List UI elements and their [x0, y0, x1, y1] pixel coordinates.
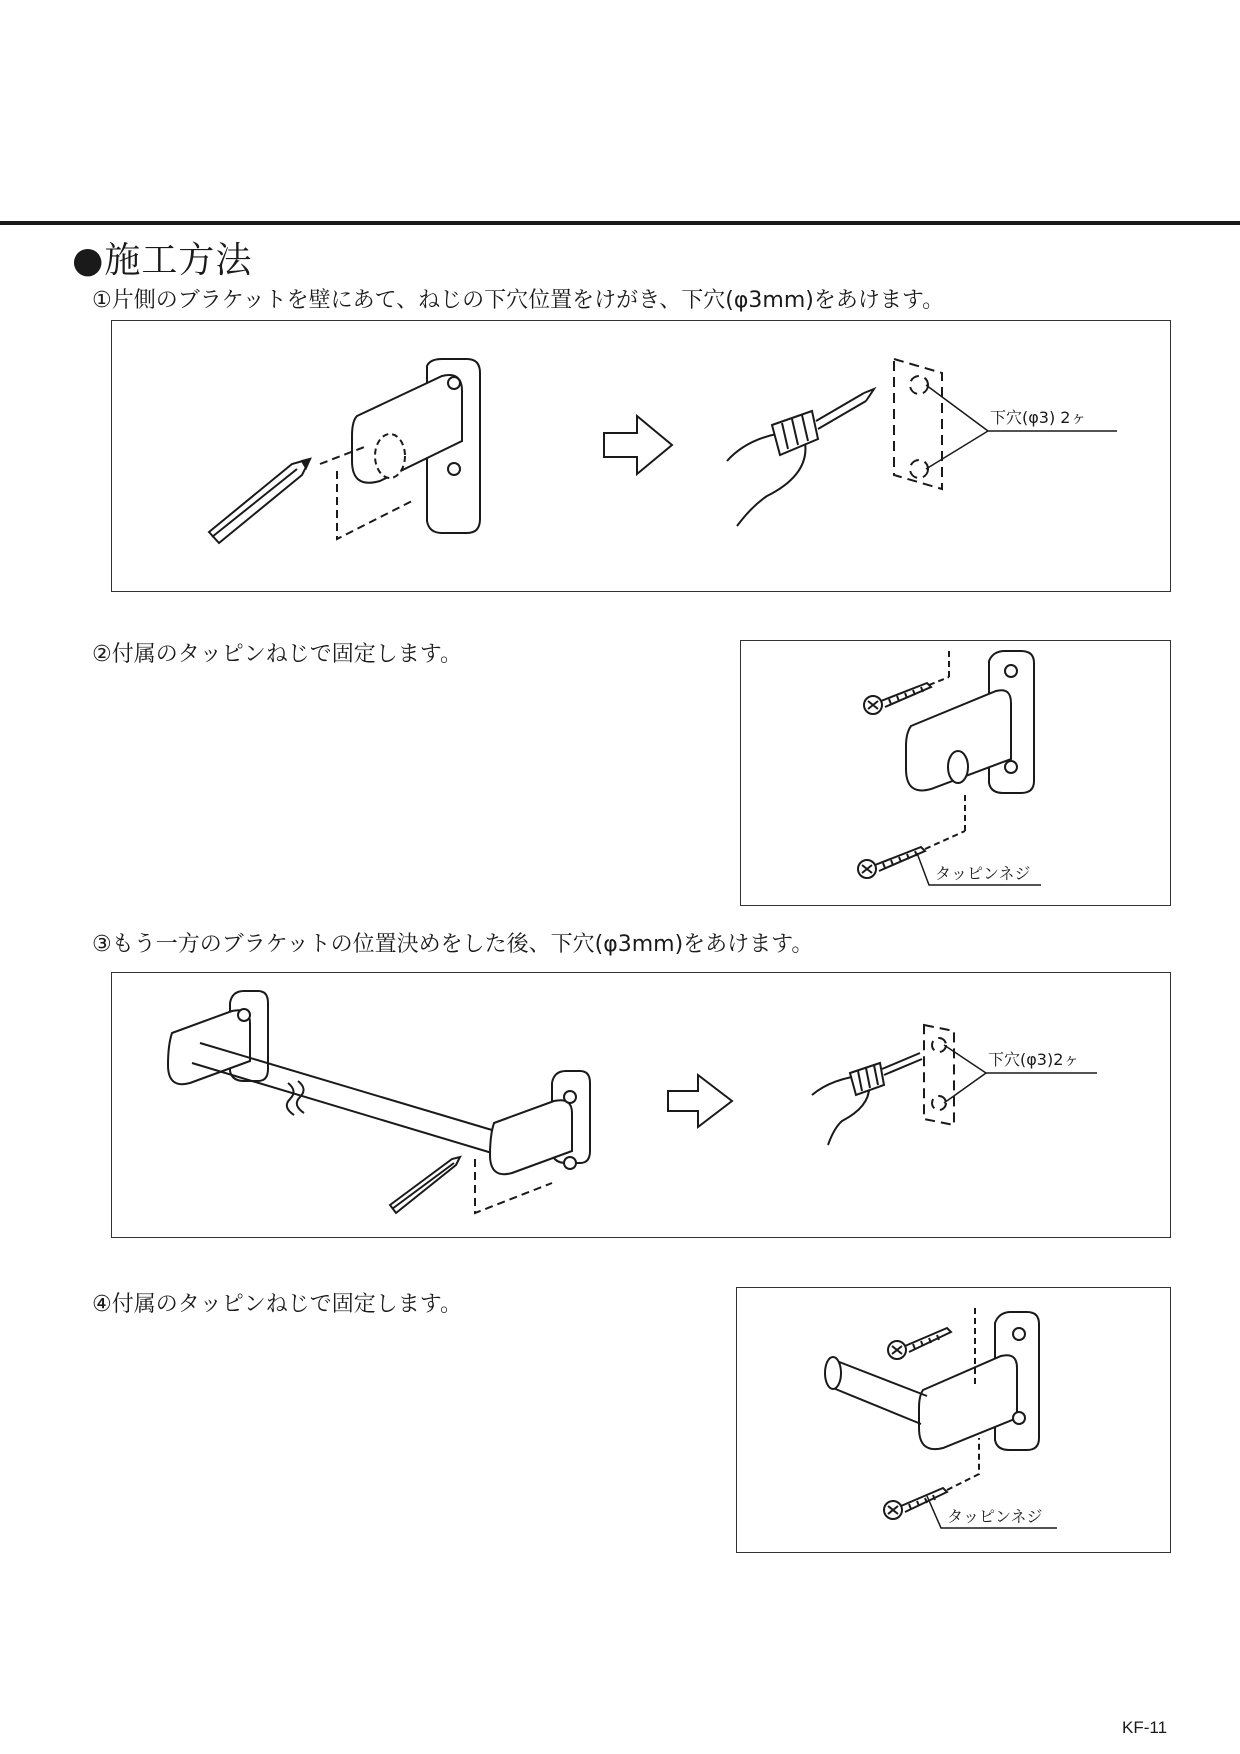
pilot-hole-callout: 下穴(φ3)2ヶ — [988, 1050, 1080, 1069]
step-2-text: ②付属のタッピンねじで固定します。 — [92, 642, 462, 667]
header-rule — [0, 221, 1240, 225]
screw-icon-top — [864, 677, 949, 714]
right-arrow-icon — [604, 416, 672, 474]
wall-bracket — [320, 359, 480, 539]
page-number: KF-11 — [1122, 1718, 1168, 1737]
drill-icon — [727, 389, 874, 526]
hole-template — [924, 1025, 954, 1125]
step-3-text: ③もう一方のブラケットの位置決めをした後、下穴(φ3mm)をあけます。 — [92, 932, 814, 957]
tapping-screw-label: タッピンネジ — [935, 864, 1031, 883]
drill-icon — [812, 1053, 922, 1145]
step-1-figure — [111, 320, 1171, 592]
step-1-text: ①片側のブラケットを壁にあて、ねじの下穴位置をけがき、下穴(φ3mm)をあけます。 — [92, 288, 945, 313]
bracket-with-bar — [825, 1312, 1039, 1450]
bracket-icon — [906, 651, 1034, 793]
step-4-figure — [736, 1287, 1171, 1553]
step-3-figure — [111, 972, 1171, 1238]
step-2-figure — [740, 640, 1171, 906]
tapping-screw-label: タッピンネジ — [947, 1507, 1043, 1526]
step-4-text: ④付属のタッピンねじで固定します。 — [92, 1292, 462, 1317]
page-title: ●施工方法 — [72, 240, 253, 281]
pencil-icon — [209, 459, 310, 543]
hole-template — [894, 359, 942, 489]
right-arrow-icon — [668, 1075, 732, 1127]
pencil-icon — [390, 1157, 460, 1213]
pilot-hole-callout: 下穴(φ3) 2ヶ — [990, 408, 1087, 427]
towel-bar — [168, 991, 590, 1174]
